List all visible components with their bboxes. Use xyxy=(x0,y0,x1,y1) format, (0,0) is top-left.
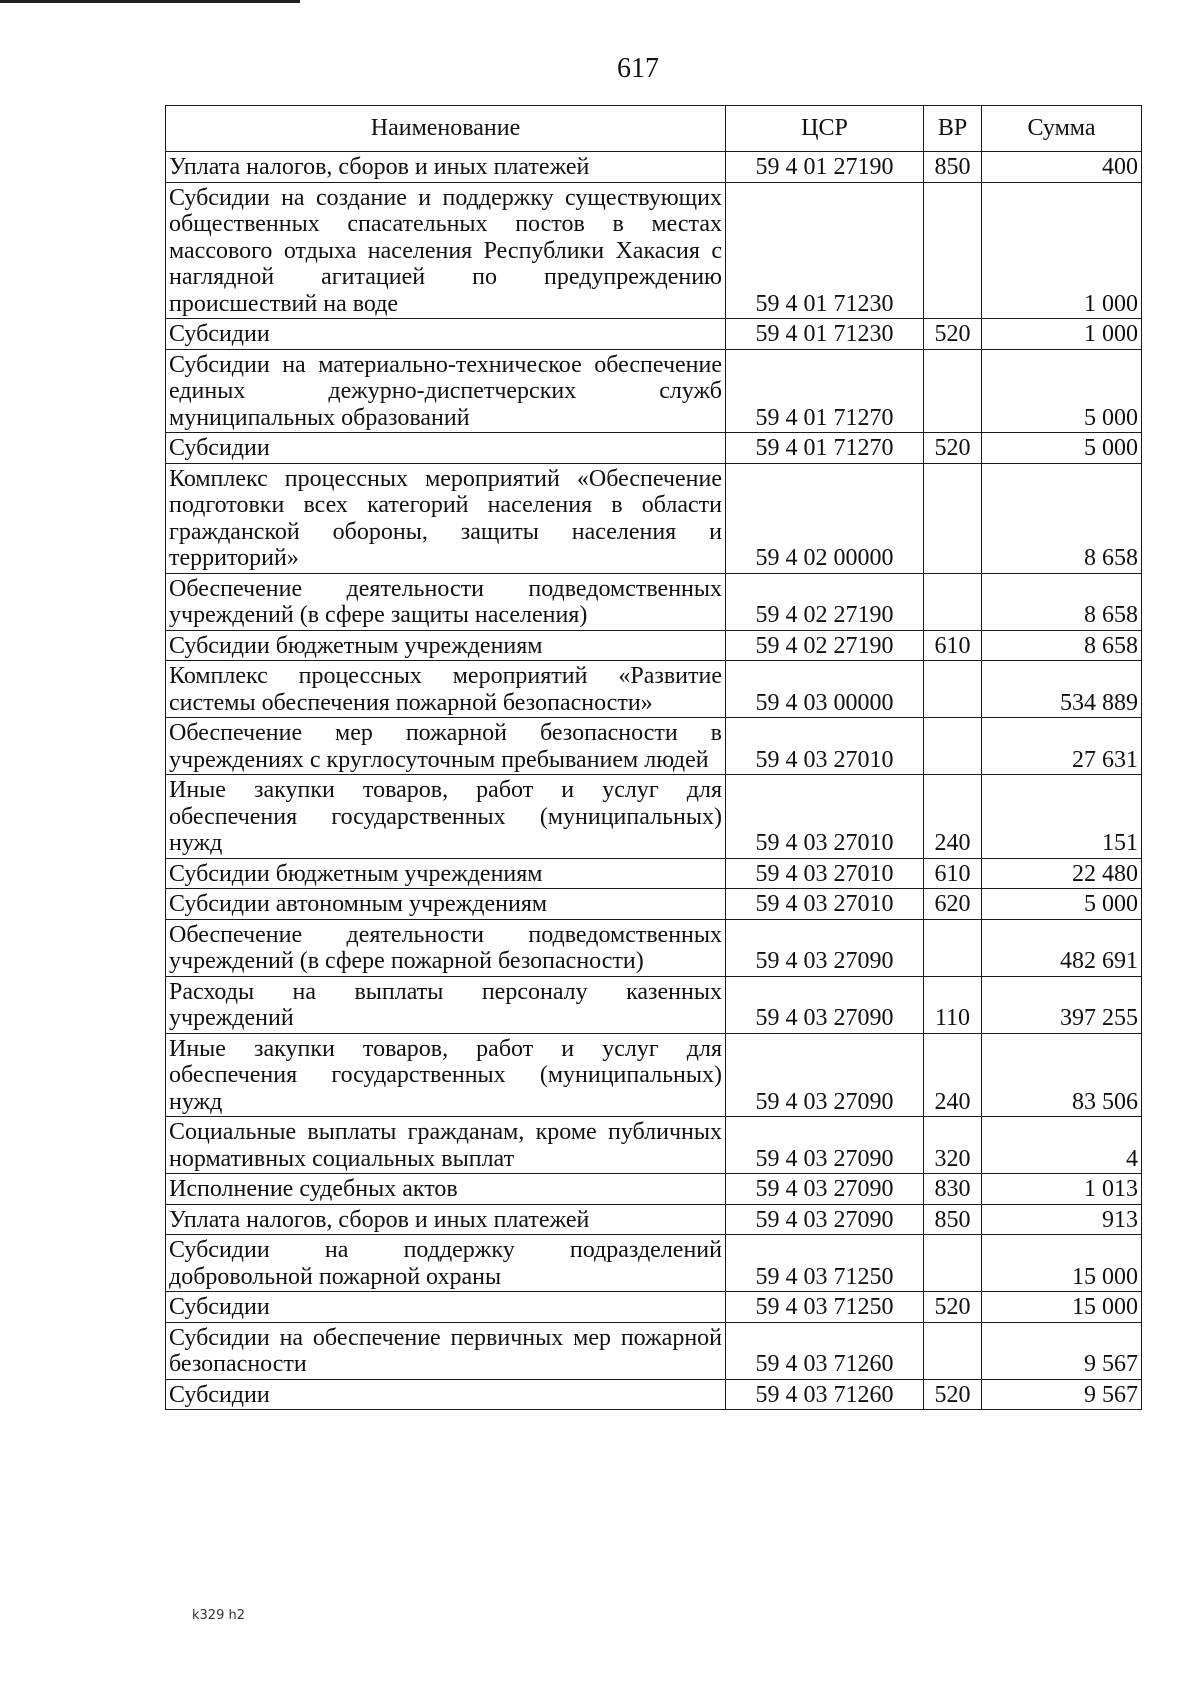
table-row xyxy=(166,319,1142,350)
table-row xyxy=(166,573,1142,630)
row-csr: 59 4 01 71230 xyxy=(726,182,924,319)
row-csr: 59 4 03 71260 xyxy=(726,1322,924,1379)
row-name: Субсидии на обеспечение первичных мер пожарной безопасности xyxy=(166,1322,726,1379)
table-body xyxy=(166,152,1142,1410)
row-csr: 59 4 03 71250 xyxy=(726,1292,924,1323)
row-csr: 59 4 03 27090 xyxy=(726,976,924,1033)
row-sum: 400 xyxy=(982,152,1142,183)
row-vr: 850 xyxy=(924,1204,982,1235)
row-csr: 59 4 03 27010 xyxy=(726,889,924,920)
table-row xyxy=(166,1379,1142,1410)
header-name: Наименование xyxy=(166,106,726,152)
row-csr: 59 4 01 27190 xyxy=(726,152,924,183)
row-vr: 240 xyxy=(924,775,982,859)
table-row xyxy=(166,718,1142,775)
table-row xyxy=(166,1033,1142,1117)
header-vr: ВР xyxy=(924,106,982,152)
row-sum: 1 000 xyxy=(982,182,1142,319)
table-row xyxy=(166,858,1142,889)
row-vr xyxy=(924,1322,982,1379)
row-sum: 1 000 xyxy=(982,319,1142,350)
row-vr: 620 xyxy=(924,889,982,920)
row-csr: 59 4 03 27010 xyxy=(726,775,924,859)
row-name: Субсидии xyxy=(166,319,726,350)
row-csr: 59 4 03 71260 xyxy=(726,1379,924,1410)
table-row xyxy=(166,152,1142,183)
row-name: Уплата налогов, сборов и иных платежей xyxy=(166,1204,726,1235)
row-vr xyxy=(924,573,982,630)
row-vr xyxy=(924,349,982,433)
row-vr xyxy=(924,463,982,573)
row-sum: 27 631 xyxy=(982,718,1142,775)
table-row xyxy=(166,433,1142,464)
row-name: Субсидии на создание и поддержку существующих общественных спасательных постов в местах массового отдыха населения Республики Хакасия с наглядной агитацией по предупреждению происшествий на воде xyxy=(166,182,726,319)
row-vr: 520 xyxy=(924,319,982,350)
row-csr: 59 4 03 27090 xyxy=(726,919,924,976)
row-csr: 59 4 03 27090 xyxy=(726,1033,924,1117)
table-row xyxy=(166,1322,1142,1379)
table-row xyxy=(166,919,1142,976)
row-vr xyxy=(924,1235,982,1292)
row-csr: 59 4 01 71230 xyxy=(726,319,924,350)
row-csr: 59 4 02 00000 xyxy=(726,463,924,573)
row-name: Уплата налогов, сборов и иных платежей xyxy=(166,152,726,183)
row-sum: 9 567 xyxy=(982,1322,1142,1379)
page-number: 617 xyxy=(617,53,659,84)
row-csr: 59 4 03 00000 xyxy=(726,661,924,718)
row-sum: 5 000 xyxy=(982,349,1142,433)
row-vr: 110 xyxy=(924,976,982,1033)
row-sum: 397 255 xyxy=(982,976,1142,1033)
table-row xyxy=(166,349,1142,433)
row-name: Комплекс процессных мероприятий «Обеспечение подготовки всех категорий населения в области гражданской обороны, защиты населения и территорий» xyxy=(166,463,726,573)
row-vr: 610 xyxy=(924,630,982,661)
row-csr: 59 4 01 71270 xyxy=(726,433,924,464)
row-sum: 22 480 xyxy=(982,858,1142,889)
row-csr: 59 4 02 27190 xyxy=(726,630,924,661)
row-vr xyxy=(924,182,982,319)
row-vr xyxy=(924,718,982,775)
table-row xyxy=(166,1292,1142,1323)
budget-table xyxy=(165,105,1142,1410)
row-sum: 1 013 xyxy=(982,1174,1142,1205)
row-sum: 15 000 xyxy=(982,1292,1142,1323)
table-row xyxy=(166,775,1142,859)
header-sum: Сумма xyxy=(982,106,1142,152)
row-name: Обеспечение мер пожарной безопасности в учреждениях с круглосуточным пребыванием людей xyxy=(166,718,726,775)
row-vr: 520 xyxy=(924,433,982,464)
top-edge-rule xyxy=(0,0,300,3)
table-row xyxy=(166,889,1142,920)
row-sum: 482 691 xyxy=(982,919,1142,976)
row-name: Субсидии на поддержку подразделений добровольной пожарной охраны xyxy=(166,1235,726,1292)
row-vr: 520 xyxy=(924,1292,982,1323)
table-row xyxy=(166,630,1142,661)
row-sum: 913 xyxy=(982,1204,1142,1235)
table-row xyxy=(166,182,1142,319)
row-vr: 830 xyxy=(924,1174,982,1205)
row-name: Субсидии xyxy=(166,1379,726,1410)
row-csr: 59 4 03 27010 xyxy=(726,858,924,889)
row-sum: 83 506 xyxy=(982,1033,1142,1117)
table-row xyxy=(166,1117,1142,1174)
row-name: Комплекс процессных мероприятий «Развитие системы обеспечения пожарной безопасности» xyxy=(166,661,726,718)
row-name: Обеспечение деятельности подведомственных учреждений (в сфере пожарной безопасности) xyxy=(166,919,726,976)
row-name: Субсидии xyxy=(166,433,726,464)
row-sum: 15 000 xyxy=(982,1235,1142,1292)
row-csr: 59 4 01 71270 xyxy=(726,349,924,433)
row-vr: 240 xyxy=(924,1033,982,1117)
row-vr: 610 xyxy=(924,858,982,889)
row-sum: 534 889 xyxy=(982,661,1142,718)
row-sum: 151 xyxy=(982,775,1142,859)
row-name: Субсидии автономным учреждениям xyxy=(166,889,726,920)
row-name: Субсидии бюджетным учреждениям xyxy=(166,858,726,889)
row-csr: 59 4 03 71250 xyxy=(726,1235,924,1292)
table-row xyxy=(166,976,1142,1033)
table-row xyxy=(166,1204,1142,1235)
row-name: Исполнение судебных актов xyxy=(166,1174,726,1205)
row-sum: 8 658 xyxy=(982,573,1142,630)
row-vr: 320 xyxy=(924,1117,982,1174)
table-row xyxy=(166,1174,1142,1205)
row-sum: 4 xyxy=(982,1117,1142,1174)
row-csr: 59 4 03 27090 xyxy=(726,1117,924,1174)
header-csr: ЦСР xyxy=(726,106,924,152)
row-csr: 59 4 03 27090 xyxy=(726,1174,924,1205)
row-name: Обеспечение деятельности подведомственных учреждений (в сфере защиты населения) xyxy=(166,573,726,630)
row-csr: 59 4 03 27010 xyxy=(726,718,924,775)
row-name: Субсидии xyxy=(166,1292,726,1323)
row-sum: 5 000 xyxy=(982,433,1142,464)
footer-code: k329 h2 xyxy=(192,1608,245,1623)
table-row xyxy=(166,661,1142,718)
row-name: Иные закупки товаров, работ и услуг для обеспечения государственных (муниципальных) нужд xyxy=(166,1033,726,1117)
row-sum: 8 658 xyxy=(982,463,1142,573)
row-name: Субсидии на материально-техническое обеспечение единых дежурно-диспетчерских служб муниципальных образований xyxy=(166,349,726,433)
row-vr xyxy=(924,661,982,718)
row-vr: 850 xyxy=(924,152,982,183)
row-name: Расходы на выплаты персоналу казенных учреждений xyxy=(166,976,726,1033)
table-row xyxy=(166,1235,1142,1292)
table-row xyxy=(166,463,1142,573)
row-csr: 59 4 02 27190 xyxy=(726,573,924,630)
row-sum: 8 658 xyxy=(982,630,1142,661)
row-vr: 520 xyxy=(924,1379,982,1410)
row-sum: 9 567 xyxy=(982,1379,1142,1410)
row-name: Субсидии бюджетным учреждениям xyxy=(166,630,726,661)
table-header-row xyxy=(166,106,1142,152)
row-vr xyxy=(924,919,982,976)
row-sum: 5 000 xyxy=(982,889,1142,920)
row-csr: 59 4 03 27090 xyxy=(726,1204,924,1235)
row-name: Иные закупки товаров, работ и услуг для обеспечения государственных (муниципальных) нужд xyxy=(166,775,726,859)
row-name: Социальные выплаты гражданам, кроме публичных нормативных социальных выплат xyxy=(166,1117,726,1174)
